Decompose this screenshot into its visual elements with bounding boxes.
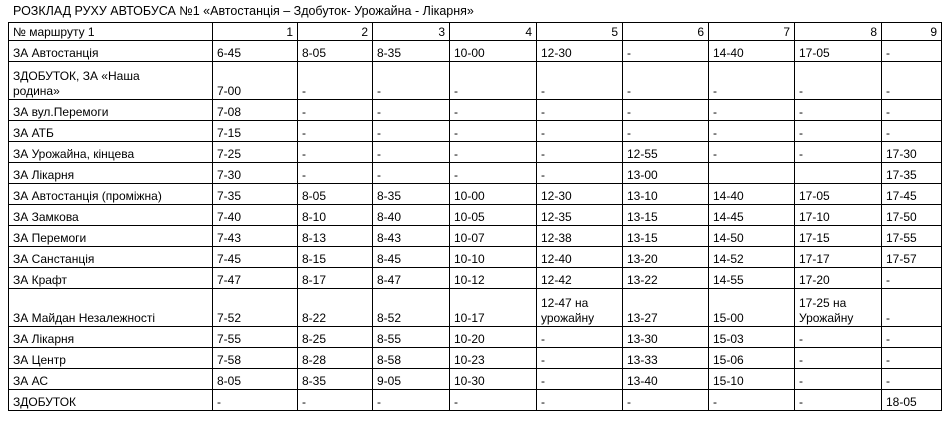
departure-time: 17-05 <box>795 41 882 62</box>
departure-time: 8-47 <box>373 268 450 289</box>
departure-time: 17-45 <box>882 184 942 205</box>
departure-time: - <box>623 41 709 62</box>
stop-name: ЗДОБУТОК, ЗА «Наша родина» <box>9 62 213 100</box>
table-row <box>9 268 942 289</box>
departure-time: - <box>450 142 537 163</box>
stop-name: ЗА Урожайна, кінцева <box>9 142 213 163</box>
departure-time: 7-52 <box>213 289 298 327</box>
departure-time: 10-23 <box>450 348 537 369</box>
departure-time: 8-15 <box>298 247 373 268</box>
departure-time: - <box>882 348 942 369</box>
departure-time: - <box>298 121 373 142</box>
departure-time: - <box>450 100 537 121</box>
departure-time: 13-33 <box>623 348 709 369</box>
departure-time: 17-35 <box>882 163 942 184</box>
departure-time: 17-20 <box>795 268 882 289</box>
departure-time: - <box>795 327 882 348</box>
stop-name: ЗА АС <box>9 369 213 390</box>
departure-time: 8-25 <box>298 327 373 348</box>
departure-time: 17-55 <box>882 226 942 247</box>
stop-name: ЗА Автостанція (проміжна) <box>9 184 213 205</box>
departure-time: - <box>709 390 795 411</box>
departure-time: 17-50 <box>882 205 942 226</box>
departure-time: - <box>882 268 942 289</box>
bus-schedule-table <box>8 22 942 411</box>
stop-name: ЗА Лікарня <box>9 163 213 184</box>
departure-time: - <box>882 369 942 390</box>
departure-time: - <box>882 41 942 62</box>
stop-name: ЗА АТБ <box>9 121 213 142</box>
departure-time: - <box>298 390 373 411</box>
table-row <box>9 100 942 121</box>
departure-time: - <box>373 163 450 184</box>
table-row <box>9 348 942 369</box>
departure-time: 8-35 <box>373 41 450 62</box>
departure-time: - <box>882 121 942 142</box>
departure-time: 10-12 <box>450 268 537 289</box>
departure-time <box>709 163 795 184</box>
stop-name: ЗА Крафт <box>9 268 213 289</box>
schedule-body <box>9 23 942 411</box>
departure-time: 13-27 <box>623 289 709 327</box>
departure-time: 10-05 <box>450 205 537 226</box>
departure-time: 14-52 <box>709 247 795 268</box>
stop-name: ЗА Майдан Незалежності <box>9 289 213 327</box>
departure-time: - <box>795 142 882 163</box>
departure-time: 7-15 <box>213 121 298 142</box>
departure-time: 17-15 <box>795 226 882 247</box>
departure-time: - <box>298 62 373 100</box>
departure-time: - <box>882 100 942 121</box>
table-row <box>9 247 942 268</box>
table-row <box>9 41 942 62</box>
departure-time: - <box>623 390 709 411</box>
departure-time: - <box>450 163 537 184</box>
departure-time: 14-50 <box>709 226 795 247</box>
departure-time: 7-35 <box>213 184 298 205</box>
departure-time: - <box>373 390 450 411</box>
stop-name: ЗА Перемоги <box>9 226 213 247</box>
departure-time: 15-10 <box>709 369 795 390</box>
departure-time: - <box>882 289 942 327</box>
departure-time: 10-20 <box>450 327 537 348</box>
table-row <box>9 121 942 142</box>
departure-time: - <box>373 121 450 142</box>
table-row <box>9 226 942 247</box>
route-number: 2 <box>298 23 373 41</box>
departure-time: 8-35 <box>373 184 450 205</box>
departure-time: 14-40 <box>709 184 795 205</box>
table-row <box>9 62 942 100</box>
route-number: 4 <box>450 23 537 41</box>
departure-time: 7-55 <box>213 327 298 348</box>
table-row <box>9 142 942 163</box>
departure-time: - <box>537 163 623 184</box>
departure-time: - <box>623 62 709 100</box>
departure-time: - <box>882 62 942 100</box>
departure-time: 7-47 <box>213 268 298 289</box>
departure-time: 8-45 <box>373 247 450 268</box>
departure-time: 10-00 <box>450 184 537 205</box>
departure-time: - <box>623 121 709 142</box>
departure-time: - <box>450 62 537 100</box>
departure-time: 13-15 <box>623 226 709 247</box>
departure-time: - <box>795 62 882 100</box>
departure-time: 10-07 <box>450 226 537 247</box>
departure-time: - <box>298 163 373 184</box>
departure-time: 13-00 <box>623 163 709 184</box>
route-number-label: № маршруту 1 <box>9 23 213 41</box>
stop-name: ЗА Автостанція <box>9 41 213 62</box>
departure-time: 12-30 <box>537 41 623 62</box>
departure-time: - <box>537 142 623 163</box>
departure-time: - <box>537 121 623 142</box>
stop-name: ЗА Замкова <box>9 205 213 226</box>
departure-time: - <box>373 100 450 121</box>
stop-name: ЗДОБУТОК <box>9 390 213 411</box>
departure-time: 10-00 <box>450 41 537 62</box>
departure-time: 17-25 на Урожайну <box>795 289 882 327</box>
departure-time: 12-55 <box>623 142 709 163</box>
departure-time: 8-40 <box>373 205 450 226</box>
departure-time: 8-35 <box>298 369 373 390</box>
departure-time: 17-05 <box>795 184 882 205</box>
route-number: 3 <box>373 23 450 41</box>
departure-time: 10-17 <box>450 289 537 327</box>
departure-time: - <box>537 390 623 411</box>
departure-time: - <box>537 327 623 348</box>
departure-time: - <box>795 390 882 411</box>
departure-time: 8-17 <box>298 268 373 289</box>
schedule-title: РОЗКЛАД РУХУ АВТОБУСА №1 «Автостанція – Здобуток- Урожайна - Лікарня» <box>13 4 474 18</box>
departure-time: - <box>450 390 537 411</box>
departure-time: 14-55 <box>709 268 795 289</box>
departure-time: 9-05 <box>373 369 450 390</box>
departure-time: 10-10 <box>450 247 537 268</box>
header-row <box>9 23 942 41</box>
departure-time: - <box>373 142 450 163</box>
departure-time: 13-15 <box>623 205 709 226</box>
table-row <box>9 289 942 327</box>
departure-time: - <box>450 121 537 142</box>
departure-time: 15-00 <box>709 289 795 327</box>
departure-time: - <box>709 100 795 121</box>
table-row <box>9 163 942 184</box>
departure-time: 8-05 <box>298 41 373 62</box>
departure-time: 17-17 <box>795 247 882 268</box>
table-row <box>9 369 942 390</box>
departure-time: - <box>882 327 942 348</box>
departure-time: 8-28 <box>298 348 373 369</box>
departure-time: 12-42 <box>537 268 623 289</box>
route-number: 5 <box>537 23 623 41</box>
departure-time: 7-45 <box>213 247 298 268</box>
departure-time: - <box>298 100 373 121</box>
departure-time: - <box>709 121 795 142</box>
departure-time: - <box>795 100 882 121</box>
departure-time: 8-05 <box>298 184 373 205</box>
departure-time: 12-35 <box>537 205 623 226</box>
departure-time: - <box>795 121 882 142</box>
departure-time: 7-25 <box>213 142 298 163</box>
departure-time: - <box>373 62 450 100</box>
departure-time: 17-10 <box>795 205 882 226</box>
departure-time: - <box>537 369 623 390</box>
departure-time: 15-06 <box>709 348 795 369</box>
departure-time: - <box>709 142 795 163</box>
departure-time: 13-40 <box>623 369 709 390</box>
stop-name: ЗА Лікарня <box>9 327 213 348</box>
table-row <box>9 205 942 226</box>
departure-time: - <box>709 62 795 100</box>
departure-time: 17-30 <box>882 142 942 163</box>
departure-time: - <box>795 348 882 369</box>
departure-time: 14-40 <box>709 41 795 62</box>
departure-time: 12-38 <box>537 226 623 247</box>
departure-time: 8-52 <box>373 289 450 327</box>
departure-time: 8-10 <box>298 205 373 226</box>
departure-time: - <box>623 100 709 121</box>
route-number: 7 <box>709 23 795 41</box>
departure-time: 8-58 <box>373 348 450 369</box>
departure-time: 7-00 <box>213 62 298 100</box>
table-row <box>9 327 942 348</box>
departure-time: 13-20 <box>623 247 709 268</box>
stop-name: ЗА Центр <box>9 348 213 369</box>
departure-time: 12-47 на урожайну <box>537 289 623 327</box>
departure-time: 10-30 <box>450 369 537 390</box>
departure-time: 6-45 <box>213 41 298 62</box>
departure-time: 13-10 <box>623 184 709 205</box>
stop-name: ЗА Санстанція <box>9 247 213 268</box>
departure-time: 14-45 <box>709 205 795 226</box>
departure-time: 18-05 <box>882 390 942 411</box>
departure-time: 13-22 <box>623 268 709 289</box>
table-row <box>9 184 942 205</box>
departure-time: 7-43 <box>213 226 298 247</box>
departure-time: - <box>298 142 373 163</box>
departure-time: - <box>537 100 623 121</box>
departure-time: 7-30 <box>213 163 298 184</box>
departure-time: - <box>795 369 882 390</box>
route-number: 9 <box>882 23 942 41</box>
table-row <box>9 390 942 411</box>
departure-time: 7-08 <box>213 100 298 121</box>
departure-time: 17-57 <box>882 247 942 268</box>
departure-time: - <box>213 390 298 411</box>
departure-time: 8-05 <box>213 369 298 390</box>
departure-time: 12-30 <box>537 184 623 205</box>
departure-time: 8-55 <box>373 327 450 348</box>
departure-time: 8-13 <box>298 226 373 247</box>
departure-time: 8-22 <box>298 289 373 327</box>
departure-time: - <box>537 348 623 369</box>
departure-time: 7-40 <box>213 205 298 226</box>
route-number: 6 <box>623 23 709 41</box>
departure-time <box>795 163 882 184</box>
departure-time: 15-03 <box>709 327 795 348</box>
departure-time: 12-40 <box>537 247 623 268</box>
stop-name: ЗА вул.Перемоги <box>9 100 213 121</box>
route-number: 1 <box>213 23 298 41</box>
departure-time: 13-30 <box>623 327 709 348</box>
departure-time: 8-43 <box>373 226 450 247</box>
route-number: 8 <box>795 23 882 41</box>
departure-time: - <box>537 62 623 100</box>
departure-time: 7-58 <box>213 348 298 369</box>
